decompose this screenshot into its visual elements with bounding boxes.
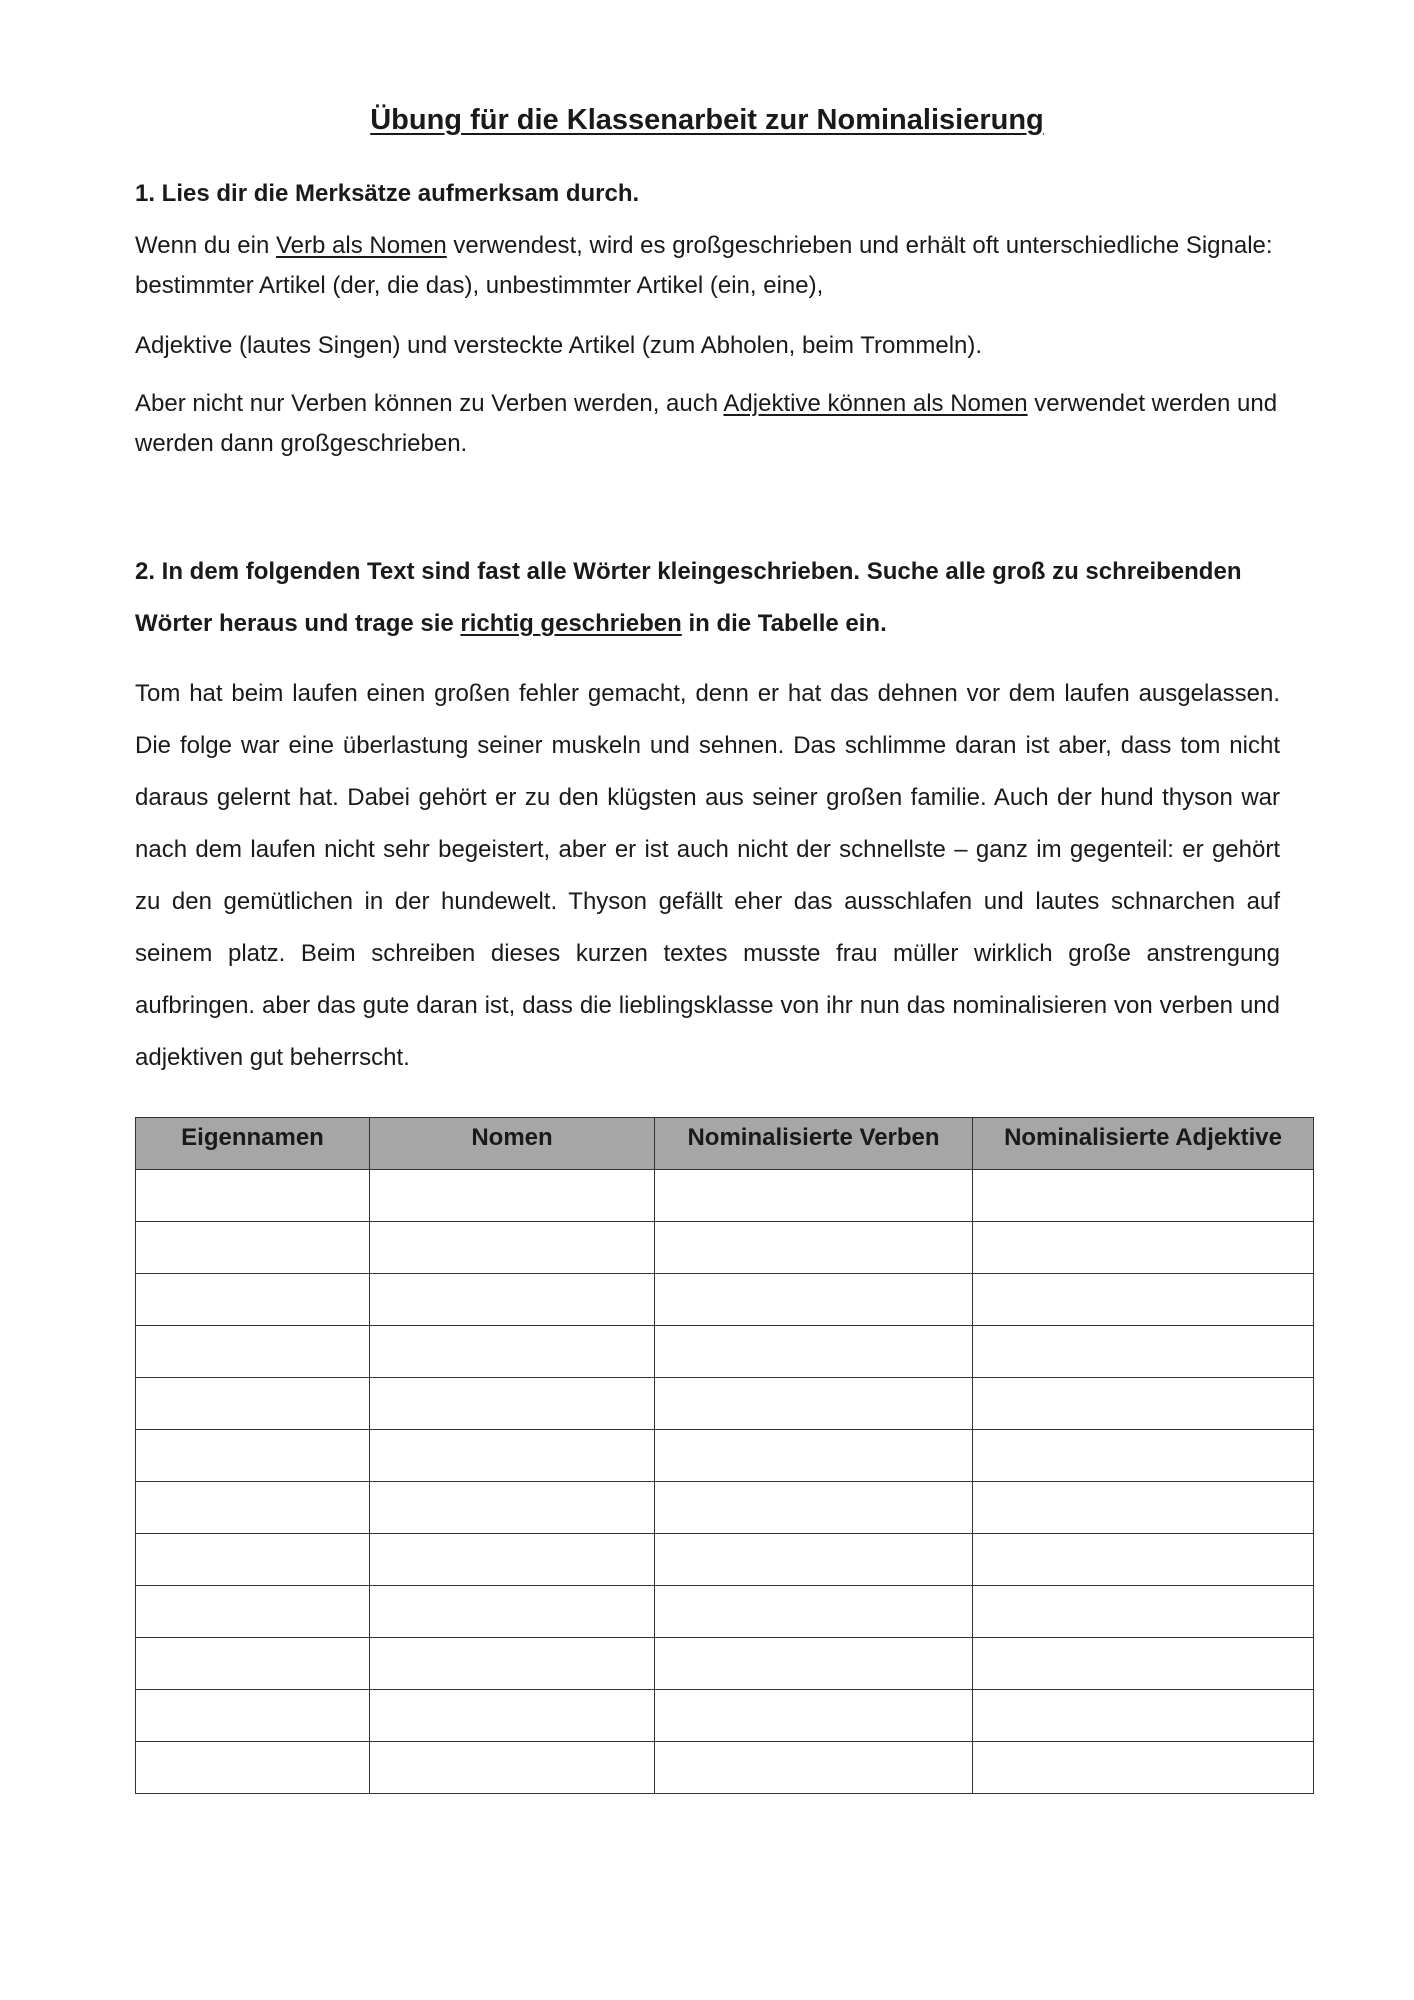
answer-cell-nominalisierte-verben[interactable] xyxy=(655,1222,973,1274)
table-body xyxy=(136,1170,1314,1794)
header-eigennamen: Eigennamen xyxy=(136,1118,370,1170)
answer-cell-nomen[interactable] xyxy=(370,1378,655,1430)
answer-cell-nomen[interactable] xyxy=(370,1430,655,1482)
answer-cell-nominalisierte-adjektive[interactable] xyxy=(973,1378,1314,1430)
answer-cell-nomen[interactable] xyxy=(370,1690,655,1742)
rule-paragraph-1 xyxy=(135,226,1280,306)
table-row xyxy=(136,1690,1314,1742)
answer-cell-nomen[interactable] xyxy=(370,1742,655,1794)
answer-cell-nomen[interactable] xyxy=(370,1586,655,1638)
answer-cell-nominalisierte-adjektive[interactable] xyxy=(973,1326,1314,1378)
rule-3-underlined: Adjektive können als Nomen xyxy=(723,390,1028,417)
answer-cell-nominalisierte-verben[interactable] xyxy=(655,1534,973,1586)
answer-cell-nominalisierte-adjektive[interactable] xyxy=(973,1482,1314,1534)
answer-cell-nominalisierte-adjektive[interactable] xyxy=(973,1534,1314,1586)
task-2-text-a: 2. In dem folgenden Text sind fast alle Wörter kleingeschrieben. Suche alle groß zu schreibenden Wörter heraus und trage sie xyxy=(135,558,1242,637)
answer-cell-nominalisierte-verben[interactable] xyxy=(655,1378,973,1430)
table-row xyxy=(136,1534,1314,1586)
table-row xyxy=(136,1430,1314,1482)
answer-cell-eigennamen[interactable] xyxy=(136,1534,370,1586)
header-nomen: Nomen xyxy=(370,1118,655,1170)
answer-cell-eigennamen[interactable] xyxy=(136,1430,370,1482)
task-2-heading xyxy=(135,546,1280,650)
rule-1-text-b: verwendest, wird es großgeschrieben und erhält oft unterschiedliche Signale: bestimmter Artikel (der, die das), unbestimmter Artikel (ein, eine), xyxy=(135,232,1273,299)
rule-3-text-a: Aber nicht nur Verben können zu Verben werden, auch xyxy=(135,390,724,417)
answer-cell-eigennamen[interactable] xyxy=(136,1482,370,1534)
exercise-text: Tom hat beim laufen einen großen fehler gemacht, denn er hat das dehnen vor dem laufen ausgelassen. Die folge war eine überlastung seiner muskeln und sehnen. Das schlimme daran ist aber, dass tom nicht daraus gelernt hat. Dabei gehört er zu den klügsten aus seiner großen familie. Auch der hund thyson war nach dem laufen nicht sehr begeistert, aber er ist auch nicht der schnellste – ganz im gegenteil: er gehört zu den gemütlichen in der hundewelt. Thyson gefällt eher das ausschlafen und lautes schnarchen auf seinem platz. Beim schreiben dieses kurzen textes musste frau müller wirklich große anstrengung aufbringen. aber das gute daran ist, dass die lieblingsklasse von ihr nun das nominalisieren von verben und adjektiven gut beherrscht. xyxy=(135,680,1280,1071)
table-row xyxy=(136,1742,1314,1794)
answer-cell-nominalisierte-adjektive[interactable] xyxy=(973,1690,1314,1742)
answer-cell-nominalisierte-verben[interactable] xyxy=(655,1638,973,1690)
task-1-heading: 1. Lies dir die Merksätze aufmerksam durch. xyxy=(135,180,640,207)
answer-cell-eigennamen[interactable] xyxy=(136,1586,370,1638)
answer-cell-nominalisierte-adjektive[interactable] xyxy=(973,1274,1314,1326)
answer-cell-nominalisierte-adjektive[interactable] xyxy=(973,1638,1314,1690)
answer-cell-nominalisierte-adjektive[interactable] xyxy=(973,1586,1314,1638)
answer-cell-nomen[interactable] xyxy=(370,1638,655,1690)
answer-cell-nomen[interactable] xyxy=(370,1326,655,1378)
task-2-text-b: in die Tabelle ein. xyxy=(681,610,887,637)
answer-cell-nominalisierte-verben[interactable] xyxy=(655,1482,973,1534)
answer-cell-eigennamen[interactable] xyxy=(136,1638,370,1690)
answer-cell-nominalisierte-verben[interactable] xyxy=(655,1274,973,1326)
answer-cell-eigennamen[interactable] xyxy=(136,1742,370,1794)
header-nominalisierte-verben: Nominalisierte Verben xyxy=(655,1118,973,1170)
answer-cell-nomen[interactable] xyxy=(370,1274,655,1326)
rule-paragraph-2: Adjektive (lautes Singen) und versteckte Artikel (zum Abholen, beim Trommeln). xyxy=(135,332,983,359)
page-title: Übung für die Klassenarbeit zur Nominalisierung xyxy=(370,104,1044,136)
table-row xyxy=(136,1170,1314,1222)
answer-cell-nominalisierte-adjektive[interactable] xyxy=(973,1742,1314,1794)
table-row xyxy=(136,1638,1314,1690)
rule-1-underlined: Verb als Nomen xyxy=(276,232,447,259)
table-row xyxy=(136,1274,1314,1326)
answer-cell-eigennamen[interactable] xyxy=(136,1690,370,1742)
rule-1-text-a: Wenn du ein xyxy=(135,232,276,259)
answer-cell-nominalisierte-verben[interactable] xyxy=(655,1326,973,1378)
answer-cell-nomen[interactable] xyxy=(370,1222,655,1274)
answer-cell-nominalisierte-verben[interactable] xyxy=(655,1586,973,1638)
table-row xyxy=(136,1482,1314,1534)
answer-table xyxy=(135,1117,1314,1794)
table-row xyxy=(136,1222,1314,1274)
answer-cell-nomen[interactable] xyxy=(370,1534,655,1586)
answer-cell-eigennamen[interactable] xyxy=(136,1170,370,1222)
rule-paragraph-3 xyxy=(135,384,1280,464)
table-header-row xyxy=(136,1118,1314,1170)
answer-cell-nominalisierte-verben[interactable] xyxy=(655,1430,973,1482)
task-2-underlined: richtig geschrieben xyxy=(460,610,682,637)
answer-cell-nominalisierte-adjektive[interactable] xyxy=(973,1222,1314,1274)
answer-cell-nominalisierte-verben[interactable] xyxy=(655,1170,973,1222)
answer-cell-eigennamen[interactable] xyxy=(136,1326,370,1378)
table-row xyxy=(136,1378,1314,1430)
answer-cell-nomen[interactable] xyxy=(370,1482,655,1534)
answer-cell-eigennamen[interactable] xyxy=(136,1378,370,1430)
table-row xyxy=(136,1326,1314,1378)
answer-cell-nomen[interactable] xyxy=(370,1170,655,1222)
answer-cell-eigennamen[interactable] xyxy=(136,1274,370,1326)
answer-cell-eigennamen[interactable] xyxy=(136,1222,370,1274)
answer-cell-nominalisierte-verben[interactable] xyxy=(655,1690,973,1742)
rule-3-text-b: verwendet werden und werden dann großgeschrieben. xyxy=(135,390,1278,457)
answer-cell-nominalisierte-verben[interactable] xyxy=(655,1742,973,1794)
answer-cell-nominalisierte-adjektive[interactable] xyxy=(973,1430,1314,1482)
answer-cell-nominalisierte-adjektive[interactable] xyxy=(973,1170,1314,1222)
table-row xyxy=(136,1586,1314,1638)
header-nominalisierte-adjektive: Nominalisierte Adjektive xyxy=(973,1118,1314,1170)
